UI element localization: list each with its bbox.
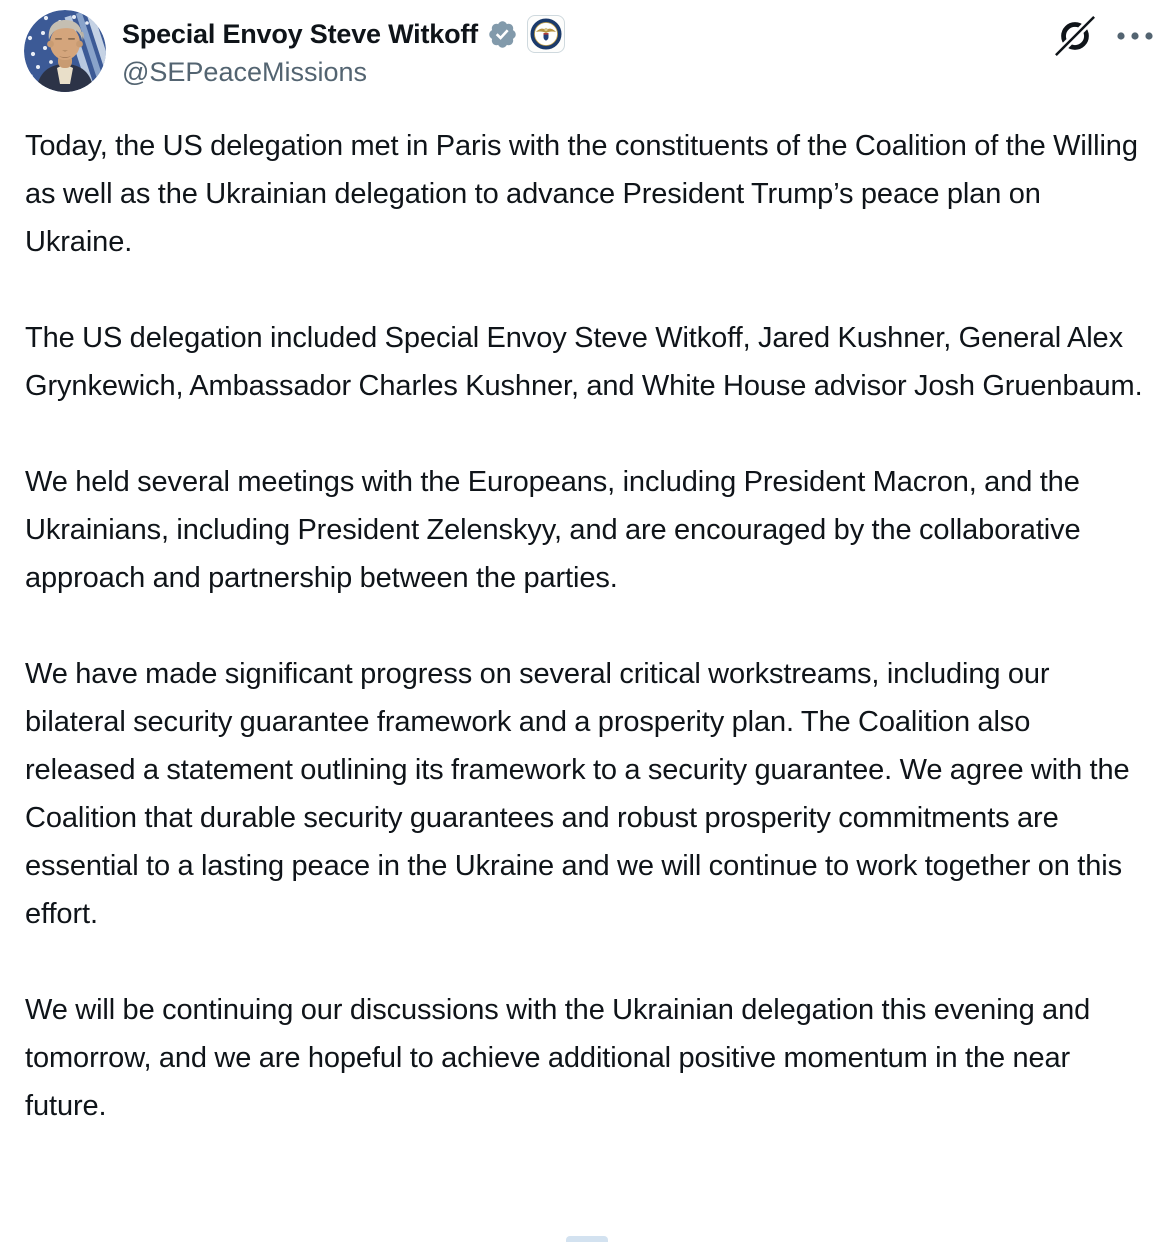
user-handle[interactable]: @SEPeaceMissions [122,57,368,87]
more-icon [1116,31,1154,41]
avatar-image [24,10,106,92]
header-actions [1052,12,1158,60]
grok-button[interactable] [1052,12,1098,60]
tweet-paragraph: Today, the US delegation met in Paris with the constituents of the Coalition of the Willing as well as the Ukrainian delegation to advance President Trump’s peace plan on Ukraine. [25,130,1138,258]
tweet-text [25,122,1143,1130]
tweet-paragraph: We have made significant progress on several critical workstreams, including our bilateral security guarantee framework and a prosperity plan. The Coalition also released a statement outlining its framework to a security guarantee. We agree with the Coalition that durable security guarantees and robust prosperity commitments are essential to a lasting peace in the Ukraine and we will continue to work together on this effort. [25,658,1130,930]
tweet-paragraph: We held several meetings with the Europeans, including President Macron, and the Ukrainians, including President Zelenskyy, and are encouraged by the collaborative approach and partnership between the parties. [25,466,1081,594]
avatar[interactable] [24,10,106,92]
more-button[interactable] [1112,12,1158,60]
tweet-paragraph: We will be continuing our discussions with the Ukrainian delegation this evening and tomorrow, and we are hopeful to achieve additional positive momentum in the near future. [25,994,1091,1122]
state-department-seal-icon [530,18,562,50]
name-row [122,15,565,53]
tweet-paragraph: The US delegation included Special Envoy Steve Witkoff, Jared Kushner, General Alex Grynkewich, Ambassador Charles Kushner, and White House advisor Josh Gruenbaum. [25,322,1143,402]
affiliate-badge[interactable] [527,15,565,53]
below-fold-element-edge [566,1236,608,1242]
display-name[interactable]: Special Envoy Steve Witkoff [122,18,478,49]
tweet-header [0,0,1170,110]
grok-icon [1054,14,1096,58]
verified-badge-icon[interactable] [487,19,518,50]
